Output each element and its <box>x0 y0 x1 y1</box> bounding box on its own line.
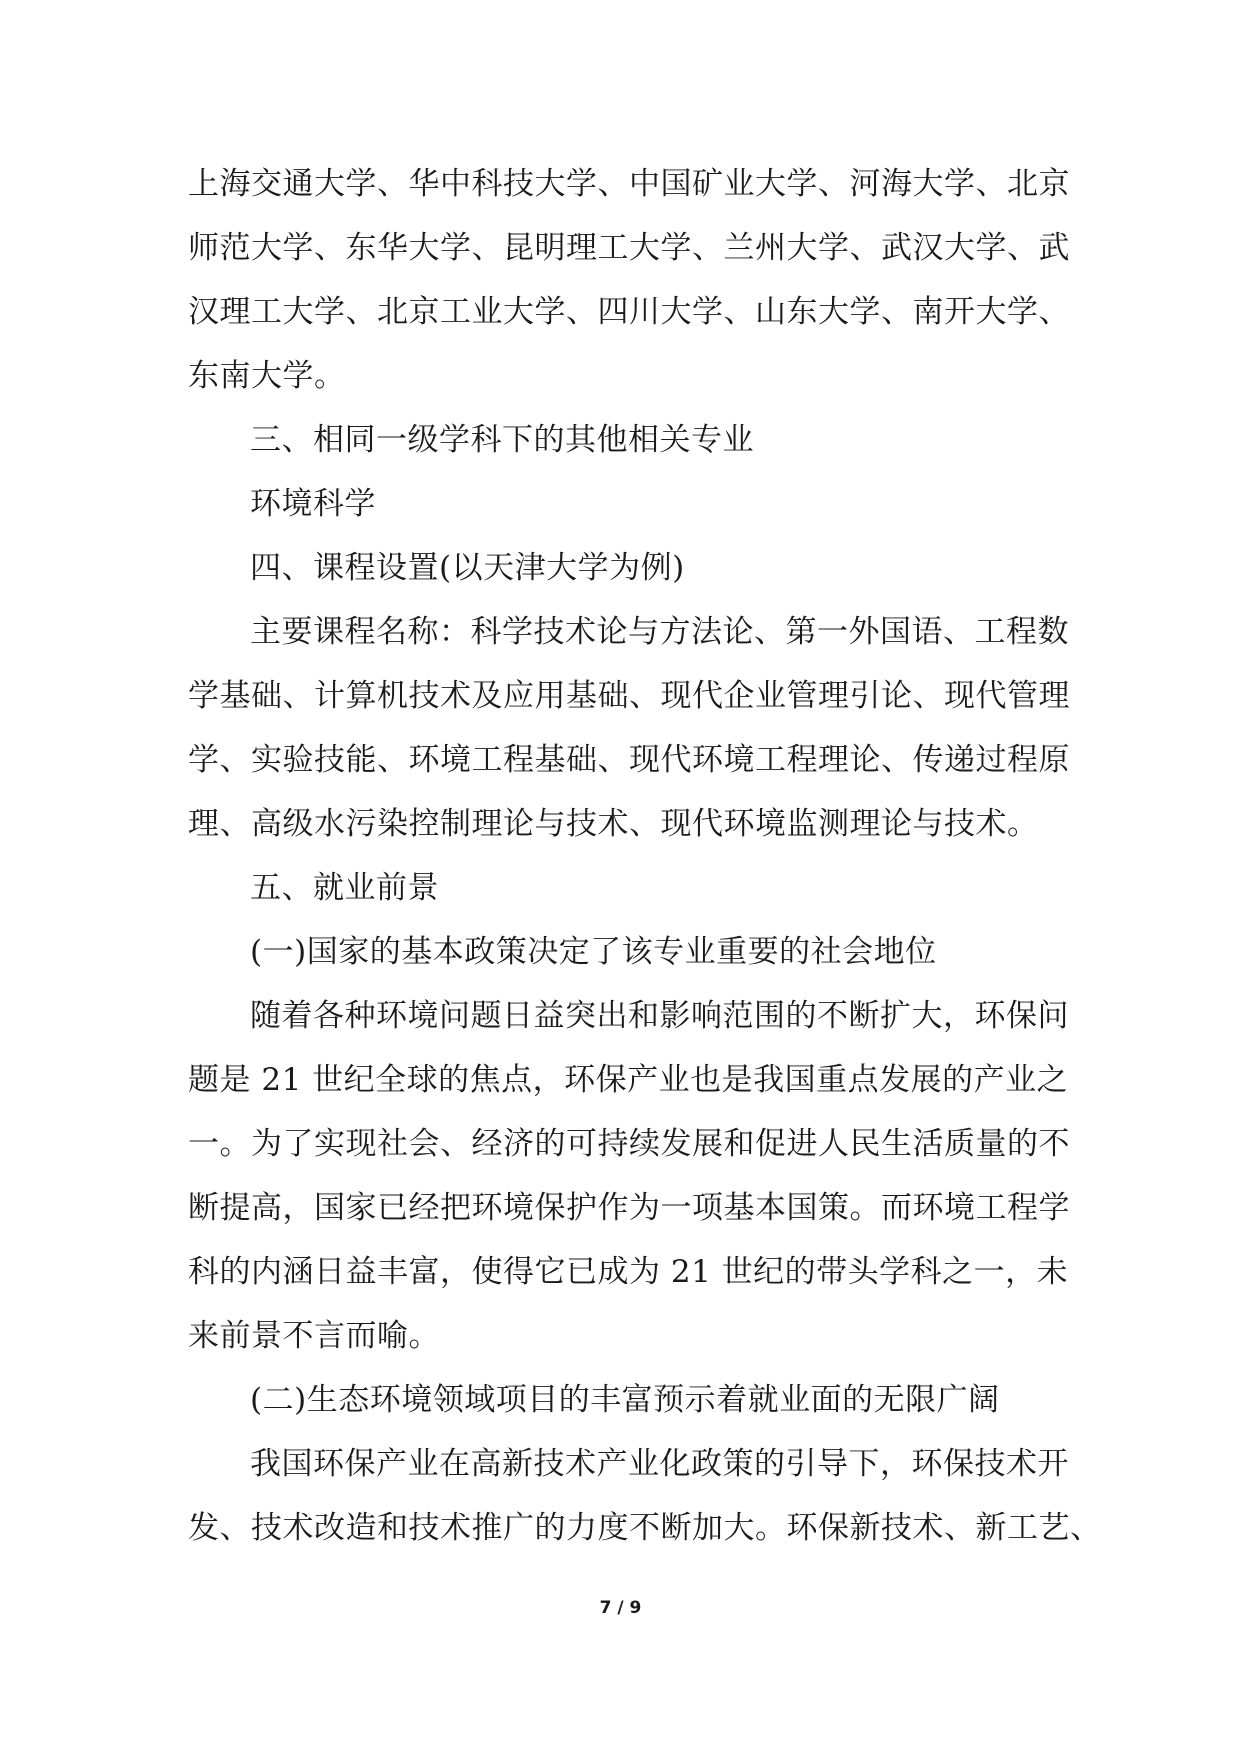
text-line: 来前景不言而喻。 <box>188 1318 440 1354</box>
section-heading: 五、就业前景 <box>250 870 439 906</box>
text-line: 理、高级水污染控制理论与技术、现代环境监测理论与技术。 <box>188 806 1039 842</box>
text-line: 汉理工大学、北京工业大学、四川大学、山东大学、南开大学、 <box>188 294 1070 330</box>
page-number: 7 / 9 <box>599 1598 642 1618</box>
section-heading: 三、相同一级学科下的其他相关专业 <box>250 422 754 458</box>
subsection-heading: (一)国家的基本政策决定了该专业重要的社会地位 <box>250 934 937 970</box>
subsection-heading: (二)生态环境领域项目的丰富预示着就业面的无限广阔 <box>250 1382 1000 1418</box>
text-line: 主要课程名称：科学技术论与方法论、第一外国语、工程数 <box>250 614 1069 650</box>
text-line: 环境科学 <box>250 486 376 522</box>
text-line: 学、实验技能、环境工程基础、现代环境工程理论、传递过程原 <box>188 742 1070 778</box>
document-body <box>188 152 1102 1560</box>
text-line: 题是 21 世纪全球的焦点，环保产业也是我国重点发展的产业之 <box>188 1062 1069 1098</box>
text-line: 师范大学、东华大学、昆明理工大学、兰州大学、武汉大学、武 <box>188 230 1070 266</box>
text-line: 发、技术改造和技术推广的力度不断加大。环保新技术、新工艺、 <box>188 1510 1102 1546</box>
text-line: 东南大学。 <box>188 358 346 394</box>
text-line: 随着各种环境问题日益突出和影响范围的不断扩大，环保问 <box>250 998 1069 1034</box>
text-line: 科的内涵日益丰富，使得它已成为 21 世纪的带头学科之一，未 <box>188 1254 1069 1290</box>
text-line: 上海交通大学、华中科技大学、中国矿业大学、河海大学、北京 <box>188 166 1070 202</box>
text-line: 一。为了实现社会、经济的可持续发展和促进人民生活质量的不 <box>188 1126 1070 1162</box>
section-heading: 四、课程设置(以天津大学为例) <box>250 550 685 586</box>
text-line: 学基础、计算机技术及应用基础、现代企业管理引论、现代管理 <box>188 678 1070 714</box>
text-line: 我国环保产业在高新技术产业化政策的引导下，环保技术开 <box>250 1446 1069 1482</box>
text-line: 断提高，国家已经把环境保护作为一项基本国策。而环境工程学 <box>188 1190 1070 1226</box>
